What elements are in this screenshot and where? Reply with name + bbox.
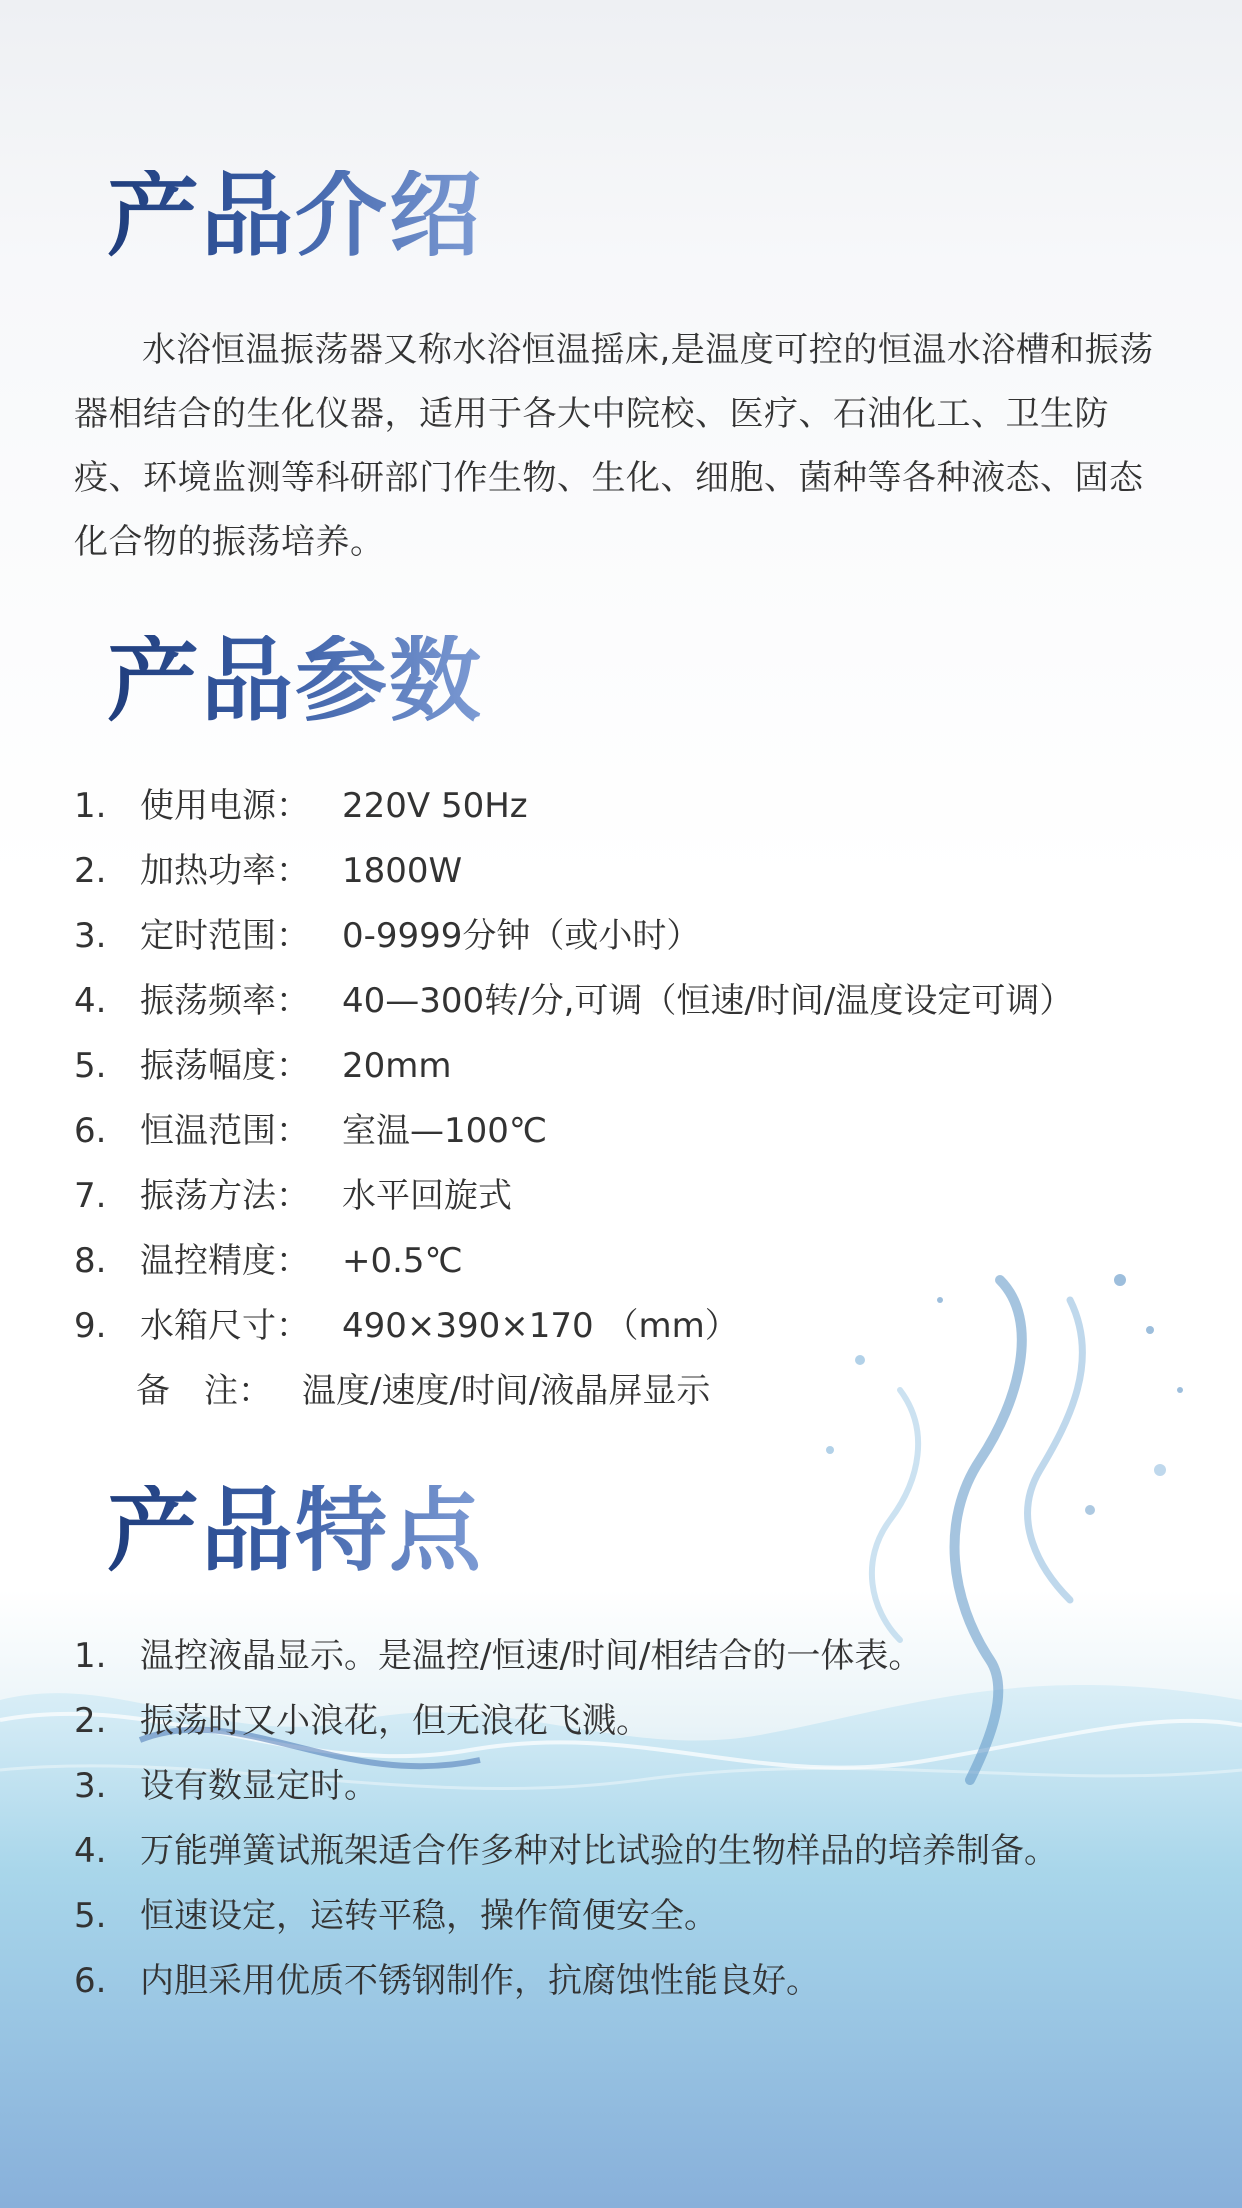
- feature-text: 恒速设定，运转平稳，操作简便安全。: [140, 1896, 718, 1936]
- feature-text: 温控液晶显示。是温控/恒速/时间/相结合的一体表。: [140, 1636, 923, 1676]
- feature-item: [74, 1689, 1154, 1754]
- feature-text: 设有数显定时。: [140, 1766, 378, 1806]
- param-note-label: 备 注：: [136, 1371, 272, 1411]
- feature-text: 万能弹簧试瓶架适合作多种对比试验的生物样品的培养制备。: [140, 1831, 1058, 1871]
- features-list: [74, 1624, 1154, 2014]
- param-number: 4.: [74, 981, 107, 1021]
- param-label: 定时范围：: [140, 916, 310, 956]
- param-value: 490×390×170 （mm）: [342, 1306, 739, 1346]
- param-value: 室温—100℃: [342, 1111, 548, 1151]
- param-number: 9.: [74, 1306, 107, 1346]
- params-title: 产品参数: [107, 627, 484, 734]
- param-label: 振荡方法：: [140, 1176, 310, 1216]
- param-number: 7.: [74, 1176, 107, 1216]
- param-row: [74, 1164, 1073, 1229]
- feature-item: [74, 1884, 1154, 1949]
- param-row: [74, 1099, 1073, 1164]
- param-value: 40—300转/分,可调（恒速/时间/温度设定可调）: [342, 981, 1074, 1021]
- intro-title: 产品介绍: [107, 162, 484, 269]
- feature-item: [74, 1754, 1154, 1819]
- param-label: 恒温范围：: [140, 1111, 310, 1151]
- param-row: [74, 839, 1073, 904]
- param-row: [74, 1229, 1073, 1294]
- param-label: 使用电源：: [140, 786, 310, 826]
- param-label: 加热功率：: [140, 851, 310, 891]
- feature-item: [74, 1819, 1154, 1884]
- feature-text: 内胆采用优质不锈钢制作，抗腐蚀性能良好。: [140, 1961, 820, 2001]
- param-row: [74, 1034, 1073, 1099]
- feature-number: 1.: [74, 1636, 107, 1676]
- param-label: 振荡频率：: [140, 981, 310, 1021]
- param-number: 8.: [74, 1241, 107, 1281]
- param-number: 5.: [74, 1046, 107, 1086]
- feature-item: [74, 1624, 1154, 1689]
- intro-paragraph: 水浴恒温振荡器又称水浴恒温摇床,是温度可控的恒温水浴槽和振荡器相结合的生化仪器，适用于各大中院校、医疗、石油化工、卫生防疫、环境监测等科研部门作生物、生化、细胞、菌种等各种液态、固态化合物的振荡培养。: [74, 330, 1154, 562]
- features-title: 产品特点: [107, 1477, 484, 1584]
- param-value: 20mm: [342, 1046, 452, 1086]
- param-note-row: [74, 1359, 1073, 1424]
- feature-number: 2.: [74, 1701, 107, 1741]
- param-number: 2.: [74, 851, 107, 891]
- param-note-value: 温度/速度/时间/液晶屏显示: [302, 1371, 711, 1411]
- feature-item: [74, 1949, 1154, 2014]
- params-list: [74, 774, 1073, 1424]
- param-label: 振荡幅度：: [140, 1046, 310, 1086]
- param-row: [74, 1294, 1073, 1359]
- param-number: 6.: [74, 1111, 107, 1151]
- feature-text: 振荡时又小浪花，但无浪花飞溅。: [140, 1701, 650, 1741]
- param-number: 3.: [74, 916, 107, 956]
- feature-number: 6.: [74, 1961, 107, 2001]
- param-row: [74, 904, 1073, 969]
- param-value: +0.5℃: [342, 1241, 463, 1281]
- param-value: 水平回旋式: [342, 1176, 512, 1216]
- param-label: 水箱尺寸：: [140, 1306, 310, 1346]
- feature-number: 3.: [74, 1766, 107, 1806]
- param-number: 1.: [74, 786, 107, 826]
- feature-number: 5.: [74, 1896, 107, 1936]
- param-row: [74, 969, 1073, 1034]
- param-value: 1800W: [342, 851, 463, 891]
- param-value: 220V 50Hz: [342, 786, 528, 826]
- param-value: 0-9999分钟（或小时）: [342, 916, 701, 956]
- feature-number: 4.: [74, 1831, 107, 1871]
- param-label: 温控精度：: [140, 1241, 310, 1281]
- param-row: [74, 774, 1073, 839]
